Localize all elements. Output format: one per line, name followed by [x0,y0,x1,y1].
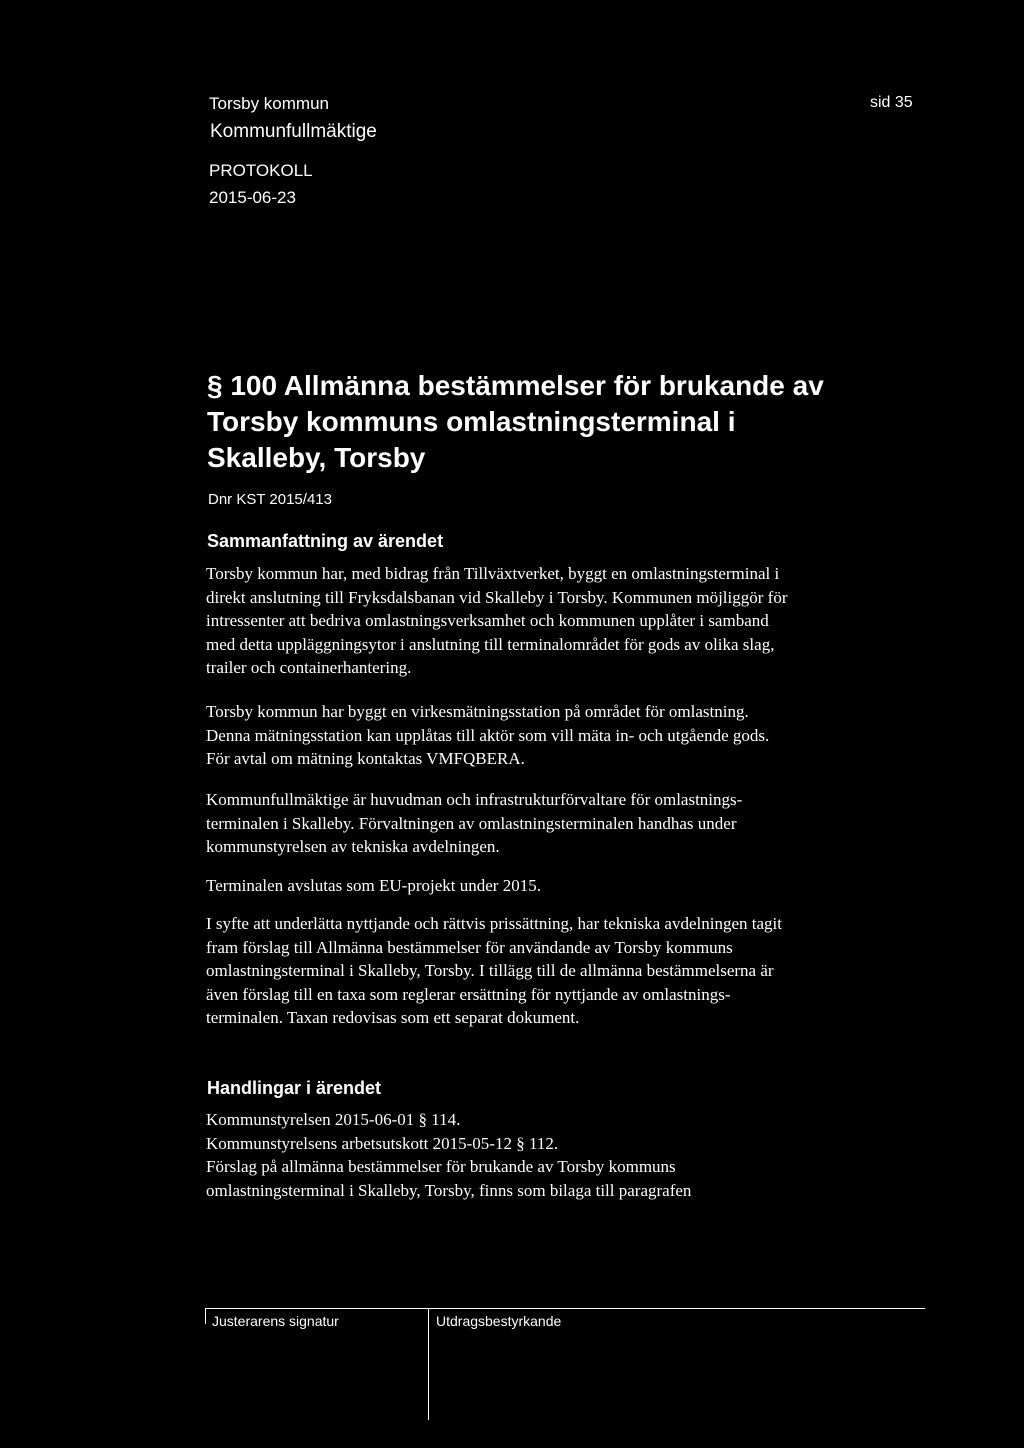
section-title-line: Skalleby, Torsby [207,442,426,473]
documents-list [206,1108,926,1202]
paragraph-line: kommunstyrelsen av tekniska avdelningen. [206,837,500,856]
paragraph-line: Terminalen avslutas som EU-projekt under 2015. [206,876,541,895]
paragraph-line: terminalen i Skalleby. Förvaltningen av omlastningsterminalen handhas under [206,813,737,833]
extract-label: Utdragsbestyrkande [436,1313,562,1329]
documents-heading: Handlingar i ärendet [207,1078,382,1098]
paragraph-line: För avtal om mätning kontaktas VMFQBERA. [206,749,525,768]
document-item: Förslag på allmänna bestämmelser för brukande av Torsby kommuns [206,1157,676,1176]
footer-top-rule [205,1308,925,1309]
paragraph-line: terminalen. Taxan redovisas som ett separat dokument. [206,1008,580,1027]
committee-name: Kommunfullmäktige [210,121,377,142]
summary-heading: Sammanfattning av ärendet [207,531,444,551]
summary-paragraph-1 [206,562,926,680]
summary-paragraph-2 [206,700,926,771]
footer-left-rule [205,1308,206,1324]
paragraph-line: Kommunfullmäktige är huvudman och infrastrukturförvaltare för omlastnings- [206,790,743,809]
section-title-line: Torsby kommuns omlastningsterminal i [207,406,736,437]
paragraph-line: intressenter att bedriva omlastningsverksamhet och kommunen upplåter i samband [206,611,769,630]
document-item: Kommunstyrelsens arbetsutskott 2015-05-12 § 112. [206,1133,559,1153]
paragraph-line: Torsby kommun har byggt en virkesmätningsstation på området för omlastning. [206,702,749,721]
summary-paragraph-5 [206,912,926,1030]
municipality-name: Torsby kommun [209,94,329,113]
summary-paragraph-3 [206,788,926,859]
document-type: PROTOKOLL [209,161,313,180]
paragraph-line: även förslag till en taxa som reglerar ersättning för nyttjande av omlastnings- [206,984,731,1004]
signature-label: Justerarens signatur [212,1313,339,1329]
document-date: 2015-06-23 [209,188,296,207]
paragraph-line: omlastningsterminal i Skalleby, Torsby. I tillägg till de allmänna bestämmelserna är [206,961,774,980]
paragraph-line: I syfte att underlätta nyttjande och rättvis prissättning, har tekniska avdelningen tagit [206,914,782,933]
document-item: Kommunstyrelsen 2015-06-01 § 114. [206,1110,461,1129]
document-item: omlastningsterminal i Skalleby, Torsby, finns som bilaga till paragrafen [206,1180,692,1200]
paragraph-line: trailer och containerhantering. [206,658,412,677]
summary-paragraph-4 [206,874,926,898]
paragraph-line: med detta uppläggningsytor i anslutning till terminalområdet för gods av olika slag, [206,634,775,654]
paragraph-line: Denna mätningsstation kan upplåtas till aktör som vill mäta in- och utgående gods. [206,725,770,745]
footer-divider-rule [428,1308,429,1420]
section-title [207,368,927,476]
case-number: Dnr KST 2015/413 [208,491,332,508]
page-number: sid 35 [870,94,913,111]
section-title-line: § 100 Allmänna bestämmelser för brukande av [207,370,824,401]
paragraph-line: direkt anslutning till Fryksdalsbanan vid Skalleby i Torsby. Kommunen möjliggör för [206,587,788,607]
paragraph-line: fram förslag till Allmänna bestämmelser för användande av Torsby kommuns [206,937,733,957]
paragraph-line: Torsby kommun har, med bidrag från Tillväxtverket, byggt en omlastningsterminal i [206,564,780,583]
